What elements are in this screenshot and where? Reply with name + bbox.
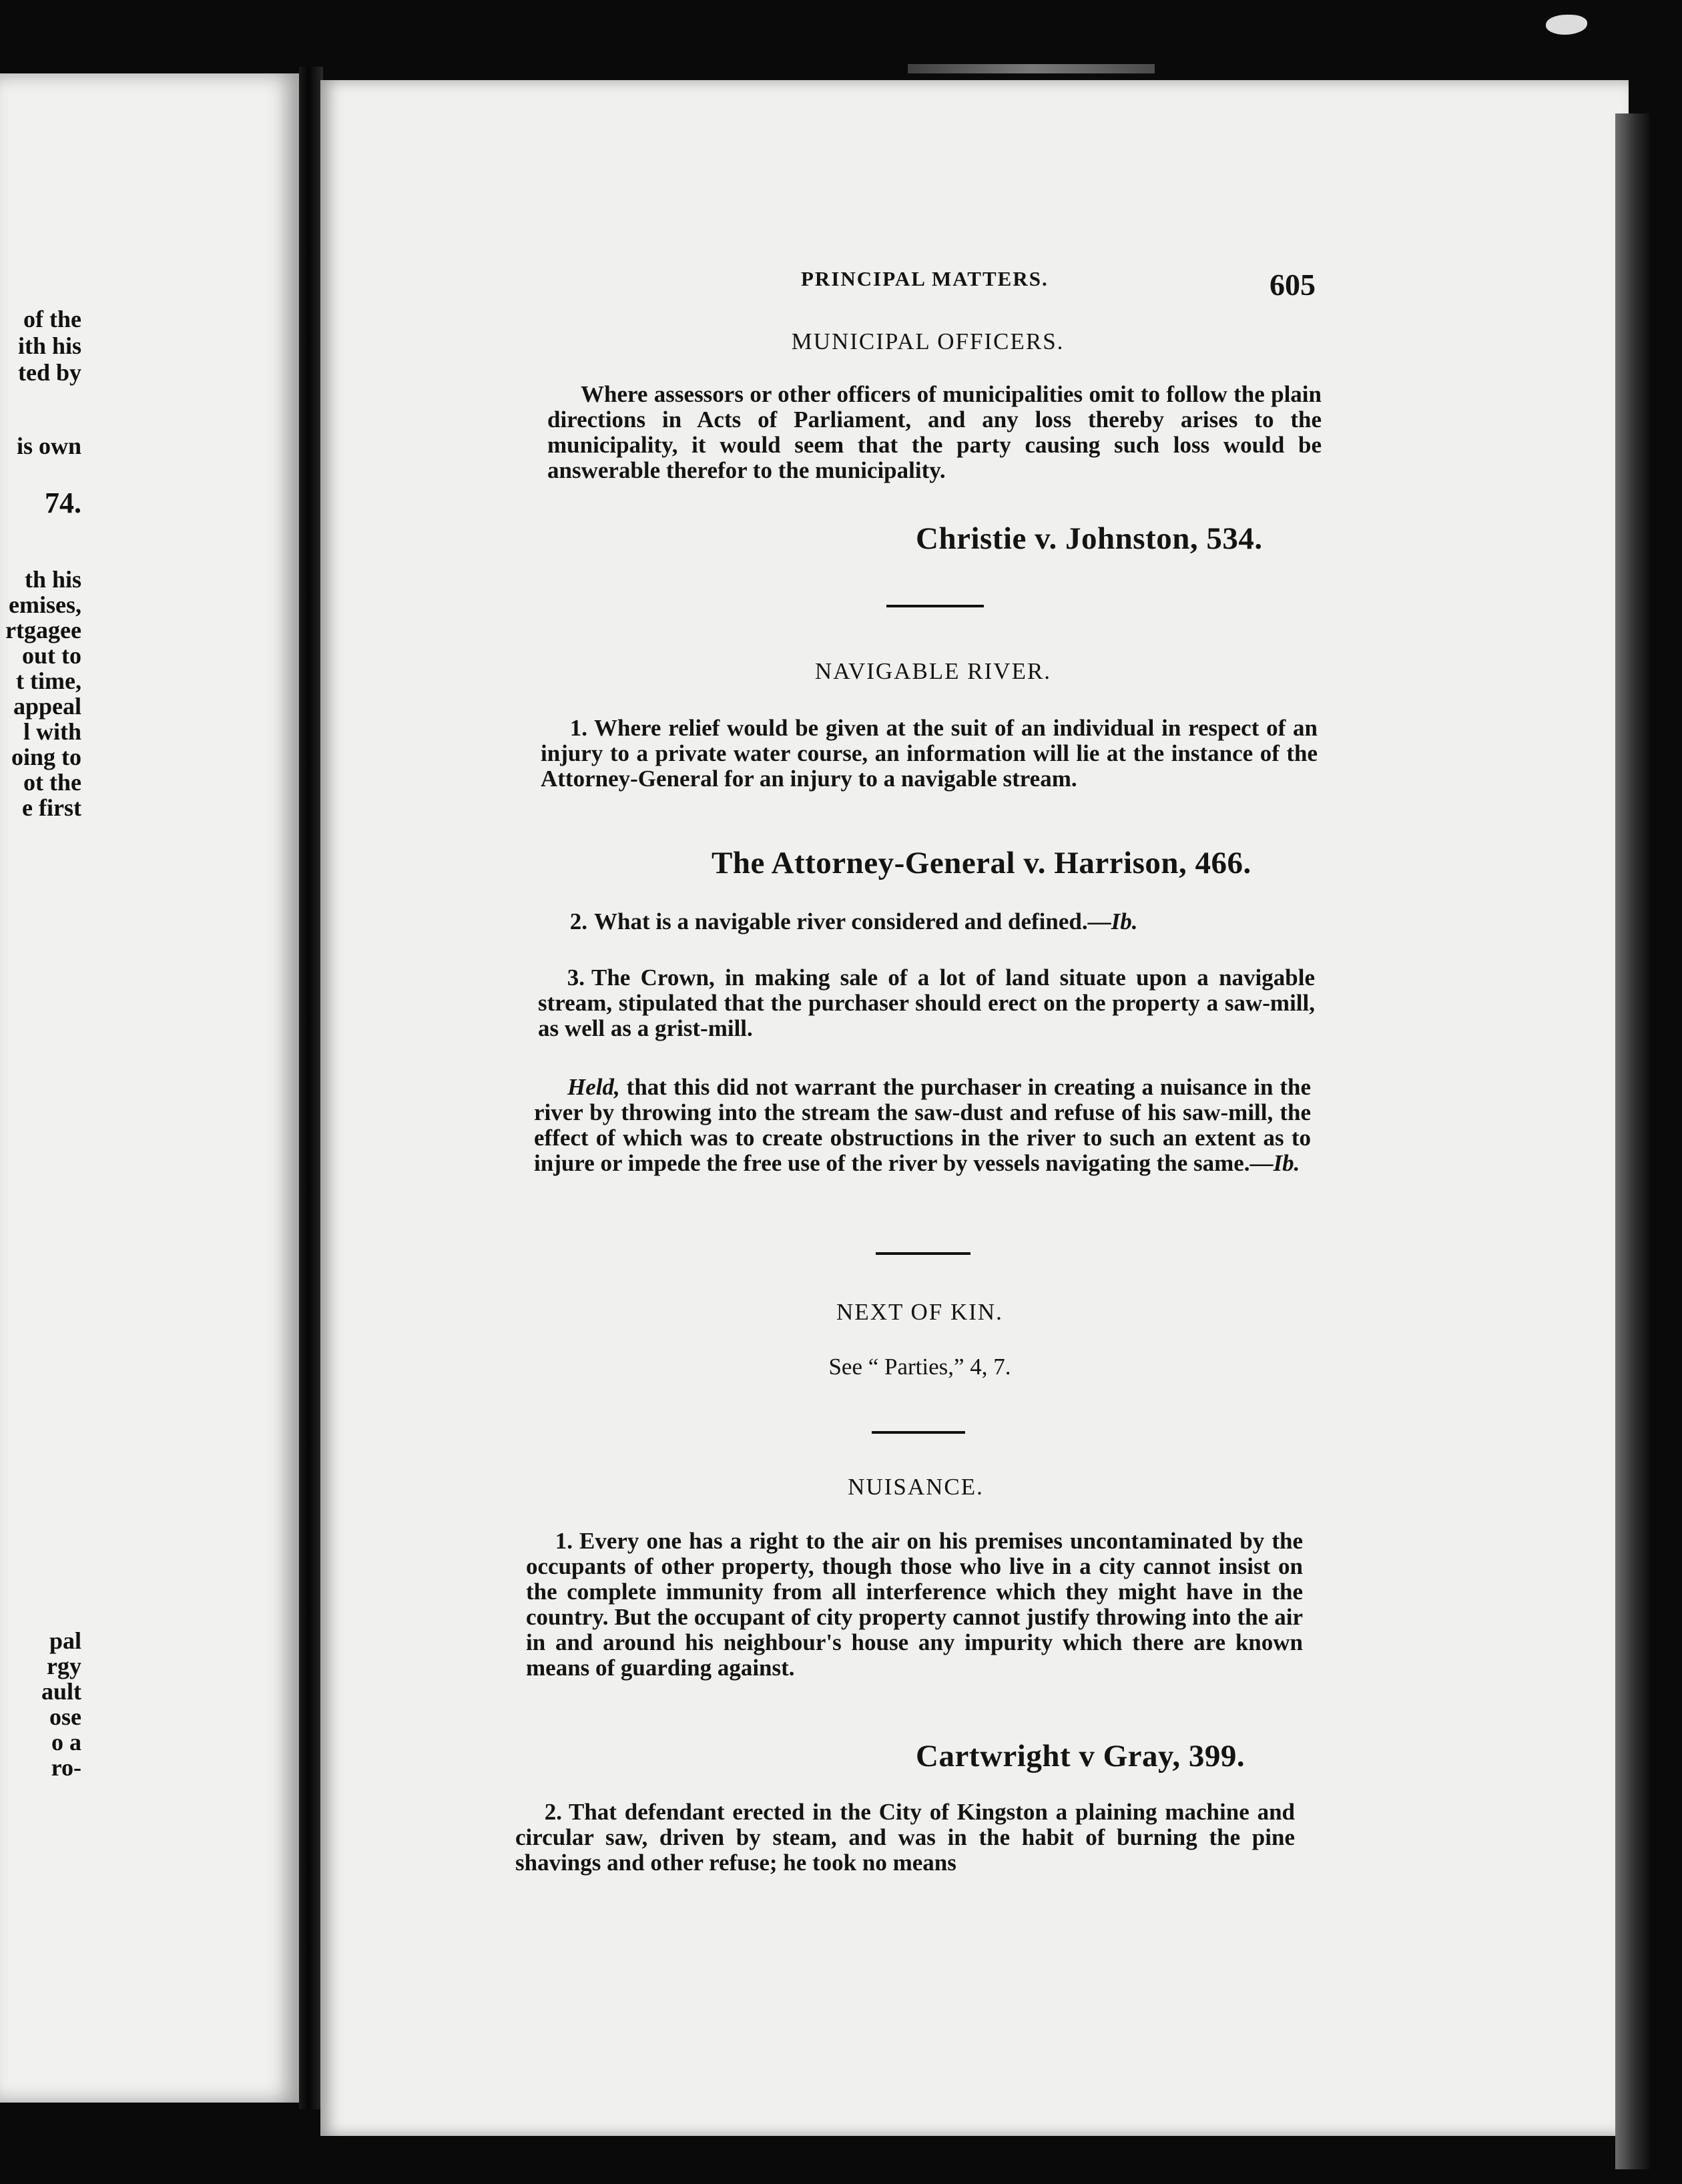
left-page-fragment: ault [41, 1678, 81, 1705]
ibid-reference: Ib. [1273, 1150, 1300, 1176]
paragraph-nuisance-2 [515, 1800, 1295, 1876]
case-citation-attorney-general-harrison: The Attorney-General v. Harrison, 466. [712, 846, 1251, 880]
paragraph-navigable-held [534, 1075, 1311, 1176]
left-page-fragment: of the [23, 306, 81, 332]
section-heading-municipal-officers: MUNICIPAL OFFICERS. [791, 328, 1065, 354]
paragraph-number: 1. [555, 1528, 573, 1554]
left-page-fragment: e first [22, 794, 81, 821]
running-head: PRINCIPAL MATTERS. [801, 267, 1049, 290]
left-page-fragment: th his [24, 566, 81, 593]
paragraph-navigable-3 [538, 965, 1315, 1041]
left-page-fragment: t time, [16, 667, 81, 694]
section-divider [886, 605, 984, 607]
case-citation-cartwright-gray: Cartwright v Gray, 399. [916, 1739, 1245, 1773]
section-divider [876, 1252, 970, 1255]
left-page-fragment: oing to [11, 744, 81, 770]
paragraph-navigable-1 [541, 716, 1318, 792]
held-word: Held, [567, 1074, 620, 1100]
paragraph-navigable-2 [541, 909, 1318, 934]
cross-reference-parties: See “ Parties,” 4, 7. [828, 1354, 1011, 1380]
left-page-fragment: 74. [45, 487, 81, 519]
ibid-reference: Ib. [1111, 908, 1138, 934]
paragraph-number: 2. [569, 908, 587, 934]
page-number: 605 [1270, 268, 1316, 302]
section-heading-navigable-river: NAVIGABLE RIVER. [814, 658, 1052, 684]
paragraph-text: What is a navigable river considered and defined.— [594, 908, 1111, 934]
paragraph-text: Every one has a right to the air on his premises uncontaminated by the occupants of other property, though those who live in a city cannot insist on the complete immunity from all interference which they might have in the country. But the occupant of city property cannot justify throwing into the air in and around his neighbour's house any impurity which there are known means of guarding against. [526, 1528, 1303, 1681]
paragraph-nuisance-1 [526, 1529, 1303, 1681]
section-divider [872, 1431, 965, 1434]
left-page-fragment: appeal [13, 693, 81, 720]
paragraph-number: 1. [569, 715, 587, 741]
left-page-fragment: rtgagee [5, 617, 81, 643]
paragraph-text: that this did not warrant the purchaser in creating a nuisance in the river by throwing into the stream the saw-dust and refuse of his saw-mill, the effect of which was to create obstructions in the river to such an extent as to injure or impede the free use of the river by vessels navigating the same.— [534, 1074, 1311, 1176]
left-page-fragment: pal [49, 1627, 81, 1654]
left-page-fragment: ose [49, 1703, 81, 1730]
section-heading-nuisance: NUISANCE. [848, 1474, 984, 1500]
paragraph-number: 2. [544, 1799, 562, 1825]
left-page-fragment: ot the [23, 769, 81, 796]
left-page-fragment: is own [16, 433, 81, 459]
paragraph-number: 3. [567, 965, 585, 991]
left-page-fragment: ro- [51, 1754, 81, 1781]
case-citation-christie: Christie v. Johnston, 534. [916, 521, 1263, 556]
paragraph-text: Where relief would be given at the suit of an individual in respect of an injury to a private water course, an information will lie at the instance of the Attorney-General for an injury to a navigable stream. [541, 715, 1318, 792]
section-heading-next-of-kin: NEXT OF KIN. [836, 1299, 1003, 1325]
left-page-fragment: l with [23, 718, 81, 745]
left-page-fragment: rgy [47, 1653, 81, 1679]
left-page-fragment: emises, [9, 591, 81, 618]
paragraph-municipal-officers: Where assessors or other officers of municipalities omit to follow the plain directions in Acts of Parliament, and any loss thereby arises to the municipality, it would seem that the party causing such loss would be answerable therefor to the municipality. [547, 381, 1322, 483]
paragraph-text: The Crown, in making sale of a lot of land situate upon a navigable stream, stipulated that the purchaser should erect on the property a saw-mill, as well as a grist-mill. [538, 965, 1315, 1041]
left-page-fragment: ith his [17, 332, 81, 359]
left-page-fragment: out to [22, 642, 81, 669]
paragraph-text: That defendant erected in the City of Kingston a plaining machine and circular saw, driven by steam, and was in the habit of burning the pine shavings and other refuse; he took no means [515, 1799, 1295, 1876]
left-page-fragment: o a [51, 1729, 81, 1755]
left-page-fragment: ted by [17, 359, 81, 386]
